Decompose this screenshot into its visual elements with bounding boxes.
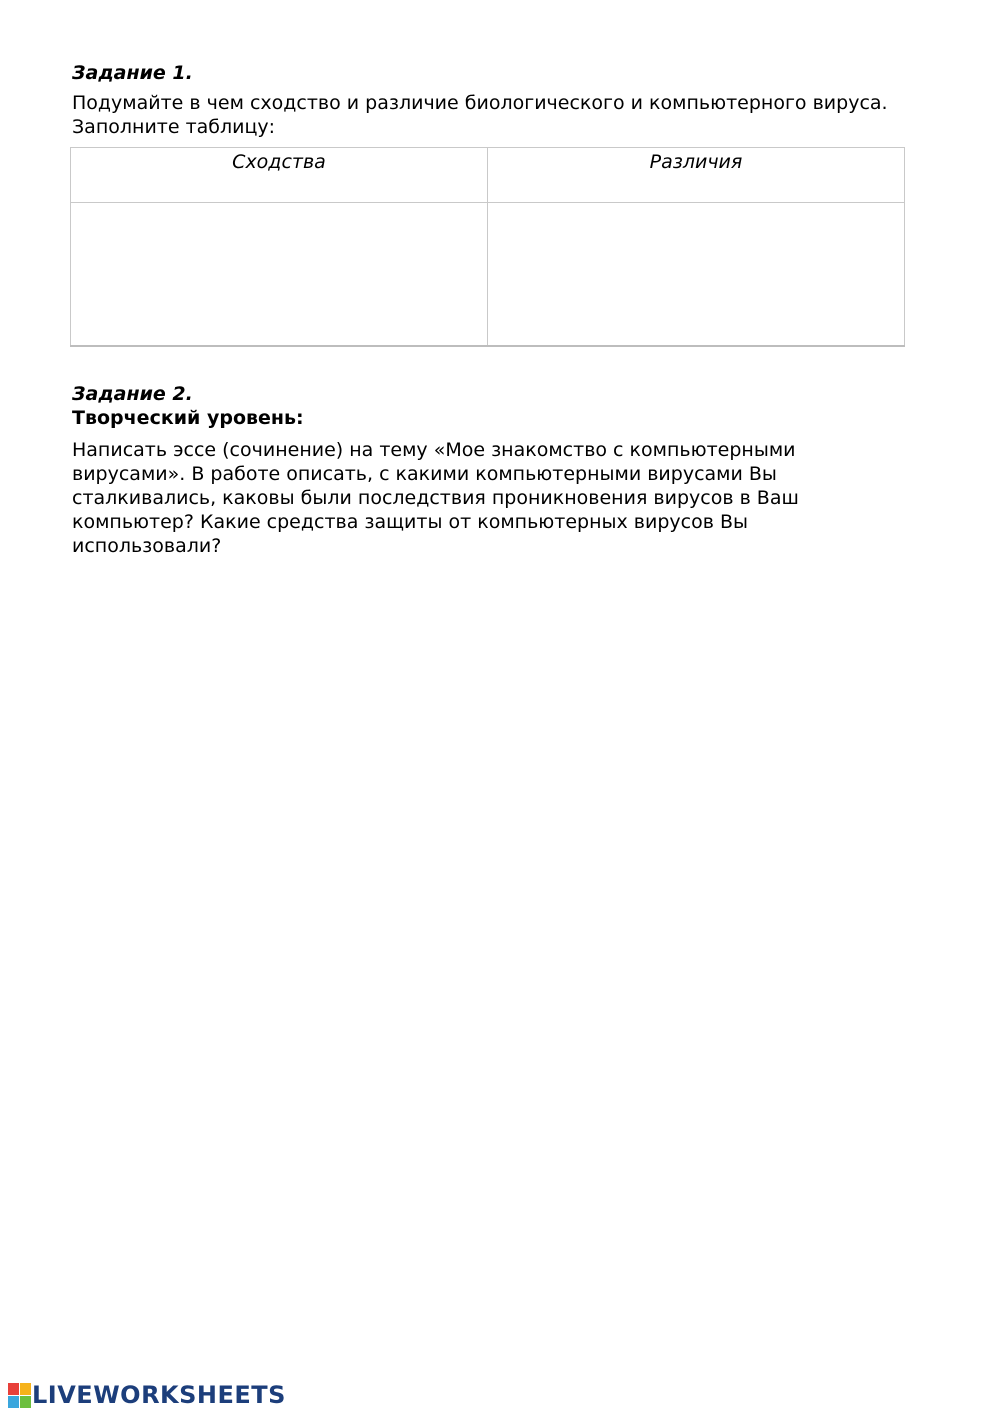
task1-instruction <box>72 91 932 139</box>
essay-prompt-line: Написать эссе (сочинение) на тему «Мое знакомство с компьютерными <box>72 439 796 461</box>
comparison-table <box>70 147 905 347</box>
liveworksheets-logo <box>8 1382 286 1408</box>
similarities-answer-cell[interactable] <box>71 203 488 347</box>
task2-title: Задание 2. <box>72 383 193 405</box>
task1-title: Задание 1. <box>72 62 193 84</box>
table-header-similarities: Сходства <box>71 148 488 203</box>
table-header-differences: Различия <box>488 148 905 203</box>
task2-level: Творческий уровень: <box>72 407 304 429</box>
task2-essay-prompt <box>72 438 932 558</box>
differences-answer-cell[interactable] <box>488 203 905 347</box>
essay-prompt-line: вирусами». В работе описать, с какими компьютерными вирусами Вы <box>72 463 777 485</box>
essay-prompt-line: использовали? <box>72 535 222 557</box>
task1-instruction-line2: Заполните таблицу: <box>72 116 276 138</box>
logo-text: LIVEWORKSHEETS <box>32 1381 286 1409</box>
essay-prompt-line: сталкивались, каковы были последствия проникновения вирусов в Ваш <box>72 487 799 509</box>
task1-instruction-line1: Подумайте в чем сходство и различие биологического и компьютерного вируса. <box>72 92 888 114</box>
liveworksheets-logo-icon <box>8 1383 30 1407</box>
essay-prompt-line: компьютер? Какие средства защиты от компьютерных вирусов Вы <box>72 511 749 533</box>
